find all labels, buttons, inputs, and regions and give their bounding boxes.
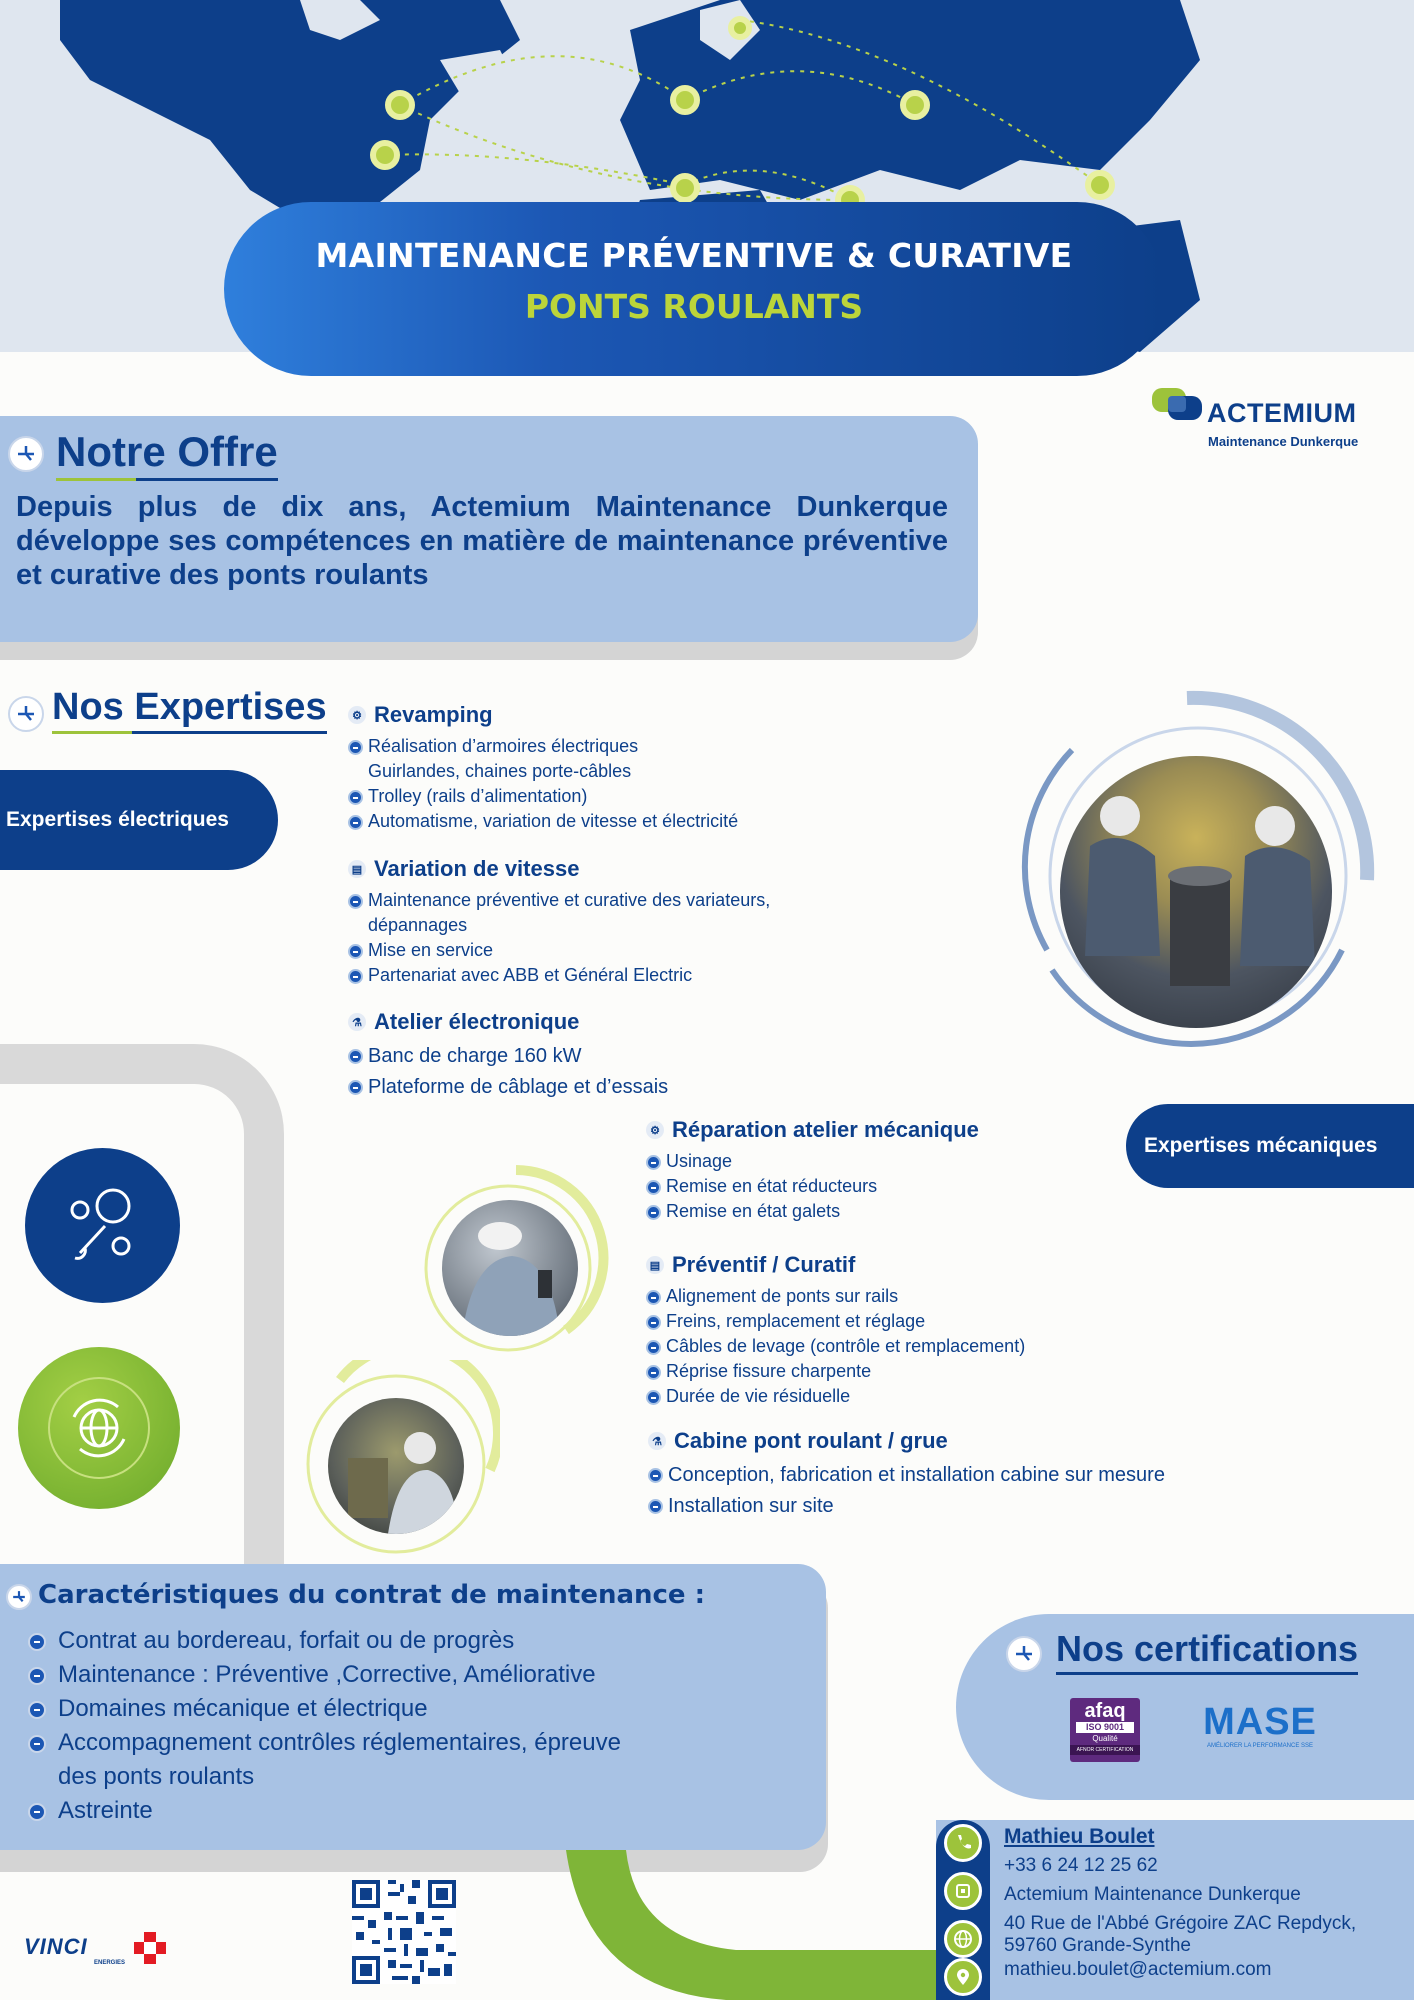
global-icon-circle — [18, 1347, 180, 1509]
list-item: Alignement de ponts sur rails — [646, 1284, 1206, 1309]
logo-subtitle: Maintenance Dunkerque — [1208, 434, 1359, 449]
contact-phone[interactable]: +33 6 24 12 25 62 — [1004, 1855, 1158, 1876]
title-banner — [224, 202, 1164, 376]
globe-cycle-icon — [18, 1347, 180, 1509]
bullet-icon — [348, 790, 363, 805]
expertises-title — [52, 686, 327, 734]
bullet-icon — [646, 1290, 661, 1305]
bullet-icon — [28, 1633, 46, 1651]
bullet-icon — [348, 894, 363, 909]
afaq-afnor: AFNOR CERTIFICATION — [1070, 1745, 1140, 1755]
bullet-icon — [646, 1365, 661, 1380]
expertise-group-variation — [348, 856, 908, 988]
actemium-logo — [1150, 386, 1390, 452]
expertise-group-atelier-electronique — [348, 1009, 908, 1103]
vinci-cross-icon — [132, 1930, 168, 1966]
group-heading — [348, 1009, 908, 1035]
list-item: Maintenance préventive et curative des variateurs, — [348, 888, 908, 913]
technician-photo — [442, 1200, 578, 1336]
contact-company: Actemium Maintenance Dunkerque — [1004, 1884, 1301, 1905]
expertise-group-revamping — [348, 702, 908, 834]
tools-icon: ⚙ — [348, 706, 366, 724]
vinci-label: VINCI — [24, 1934, 88, 1959]
list-item: Trolley (rails d’alimentation) — [348, 784, 908, 809]
list-item: Maintenance : Préventive ,Corrective, Améliorative — [28, 1658, 708, 1692]
group-heading — [646, 1252, 1206, 1278]
list-item: Installation sur site — [648, 1491, 1268, 1522]
mase-label: MASE — [1203, 1701, 1317, 1743]
contact-email[interactable]: mathieu.boulet@actemium.com — [1004, 1959, 1272, 1980]
list-item-continuation: des ponts roulants — [58, 1763, 255, 1790]
list-item: Accompagnement contrôles réglementaires, épreuve — [28, 1726, 708, 1760]
contrat-list — [28, 1624, 708, 1828]
building-icon: ▤ — [348, 860, 366, 878]
group-title: Atelier électronique — [374, 1009, 580, 1034]
offre-text: Depuis plus de dix ans, Actemium Maintenance Dunkerque développe ses compétences en matière de maintenance préventive et curative des ponts roulants — [16, 491, 948, 591]
globe-icon[interactable] — [944, 1920, 982, 1958]
group-title: Réparation atelier mécanique — [672, 1117, 979, 1142]
list-item: Banc de charge 160 kW — [348, 1041, 908, 1072]
list-item: Automatisme, variation de vitesse et électricité — [348, 809, 908, 834]
qr-code[interactable] — [352, 1880, 456, 1984]
list-item: Domaines mécanique et électrique — [28, 1692, 708, 1726]
location-pin-icon — [944, 1958, 982, 1996]
certifications-title — [1056, 1628, 1358, 1675]
afaq-label: afaq — [1084, 1700, 1126, 1722]
expertise-group-cabine — [648, 1428, 1268, 1522]
group-heading — [348, 702, 908, 728]
electrical-expertise-label: Expertises électriques — [0, 770, 278, 870]
bullet-icon — [648, 1499, 663, 1514]
building-icon: ▤ — [646, 1256, 664, 1274]
group-title: Préventif / Curatif — [672, 1252, 856, 1277]
green-swoosh-decoration — [566, 1850, 986, 2000]
list-item: Astreinte — [28, 1794, 708, 1828]
mase-logo — [1198, 1702, 1322, 1752]
list-item: Remise en état galets — [646, 1199, 1126, 1224]
section-bullet-icon — [6, 1584, 32, 1610]
group-heading — [348, 856, 908, 882]
list-item: Réprise fissure charpente — [646, 1359, 1206, 1384]
building-icon — [944, 1872, 982, 1910]
bullet-icon — [646, 1315, 661, 1330]
maintenance-icon-circle — [25, 1148, 180, 1303]
list-item: Câbles de levage (contrôle et remplacement) — [646, 1334, 1206, 1359]
mechanical-expertise-label: Expertises mécaniques — [1126, 1104, 1414, 1188]
list-item: Durée de vie résiduelle — [646, 1384, 1206, 1409]
expertise-group-reparation — [646, 1117, 1126, 1224]
bullet-icon — [646, 1180, 661, 1195]
bullet-icon — [646, 1155, 661, 1170]
list-item: dépannages — [368, 915, 468, 935]
list-item: Partenariat avec ABB et Général Electric — [348, 963, 908, 988]
bullet-icon — [646, 1340, 661, 1355]
tools-icon: ⚙ — [646, 1121, 664, 1139]
expertise-group-preventif — [646, 1252, 1206, 1409]
page-subtitle: PONTS ROULANTS — [524, 287, 864, 326]
group-title: Variation de vitesse — [374, 856, 580, 881]
bullet-icon — [348, 969, 363, 984]
certifications-title-text: Nos certifications — [1056, 1628, 1359, 1669]
offre-title — [56, 428, 278, 481]
bullet-icon — [28, 1667, 46, 1685]
section-bullet-icon — [8, 696, 44, 732]
group-title: Cabine pont roulant / grue — [674, 1428, 948, 1453]
bullet-icon — [348, 1080, 363, 1095]
list-item: Mise en service — [348, 938, 908, 963]
offre-title-text: Notre Offre — [56, 428, 278, 475]
bullet-icon — [28, 1701, 46, 1719]
list-item: Remise en état réducteurs — [646, 1174, 1126, 1199]
actemium-logo-mark-icon — [1152, 388, 1204, 422]
logo-name: ACTEMIUM — [1207, 398, 1357, 428]
wrench-gear-icon — [25, 1148, 180, 1303]
bullet-icon — [646, 1205, 661, 1220]
list-item: Contrat au bordereau, forfait ou de progrès — [28, 1624, 708, 1658]
address-line-1: 40 Rue de l'Abbé Grégoire ZAC Repdyck, — [1004, 1913, 1357, 1934]
bullet-icon — [348, 740, 363, 755]
group-heading — [646, 1117, 1126, 1143]
section-bullet-icon — [8, 436, 44, 472]
expertises-title-text: Nos Expertises — [52, 686, 327, 728]
contact-details — [1004, 1822, 1404, 1983]
list-item: Guirlandes, chaines porte-câbles — [368, 761, 632, 781]
page-title: MAINTENANCE PRÉVENTIVE & CURATIVE — [315, 236, 1073, 275]
lab-icon: ⚗ — [648, 1432, 666, 1450]
lab-icon: ⚗ — [348, 1013, 366, 1031]
contact-name: Mathieu Boulet — [1004, 1825, 1155, 1848]
bullet-icon — [348, 1049, 363, 1064]
bullet-icon — [646, 1390, 661, 1405]
address-line-2: 59760 Grande-Synthe — [1004, 1935, 1191, 1956]
mechanic-photo — [328, 1398, 464, 1534]
vinci-energies-logo — [24, 1930, 174, 1970]
vinci-subtitle: ENERGIES — [94, 1960, 126, 1966]
afaq-iso9001-badge — [1070, 1698, 1140, 1762]
bullet-icon — [28, 1803, 46, 1821]
group-title: Revamping — [374, 702, 493, 727]
list-item: Réalisation d’armoires électriques — [348, 734, 908, 759]
afaq-quality: Qualité — [1092, 1734, 1118, 1743]
list-item: Conception, fabrication et installation cabine sur mesure — [648, 1460, 1268, 1491]
bullet-icon — [28, 1735, 46, 1753]
list-item: Usinage — [646, 1149, 1126, 1174]
bullet-icon — [648, 1468, 663, 1483]
mase-subtitle: AMÉLIORER LA PERFORMANCE SSE — [1206, 1743, 1314, 1749]
bullet-icon — [348, 815, 363, 830]
workshop-photo — [1060, 756, 1332, 1028]
section-bullet-icon — [1006, 1636, 1042, 1672]
list-item: Freins, remplacement et réglage — [646, 1309, 1206, 1334]
contrat-title: Caractéristiques du contrat de maintenance : — [38, 1580, 706, 1610]
phone-icon[interactable] — [944, 1824, 982, 1862]
afaq-iso: ISO 9001 — [1076, 1722, 1134, 1733]
bullet-icon — [348, 944, 363, 959]
list-item: Plateforme de câblage et d’essais — [348, 1072, 908, 1103]
contact-address — [1004, 1913, 1404, 1957]
group-heading — [648, 1428, 1268, 1454]
